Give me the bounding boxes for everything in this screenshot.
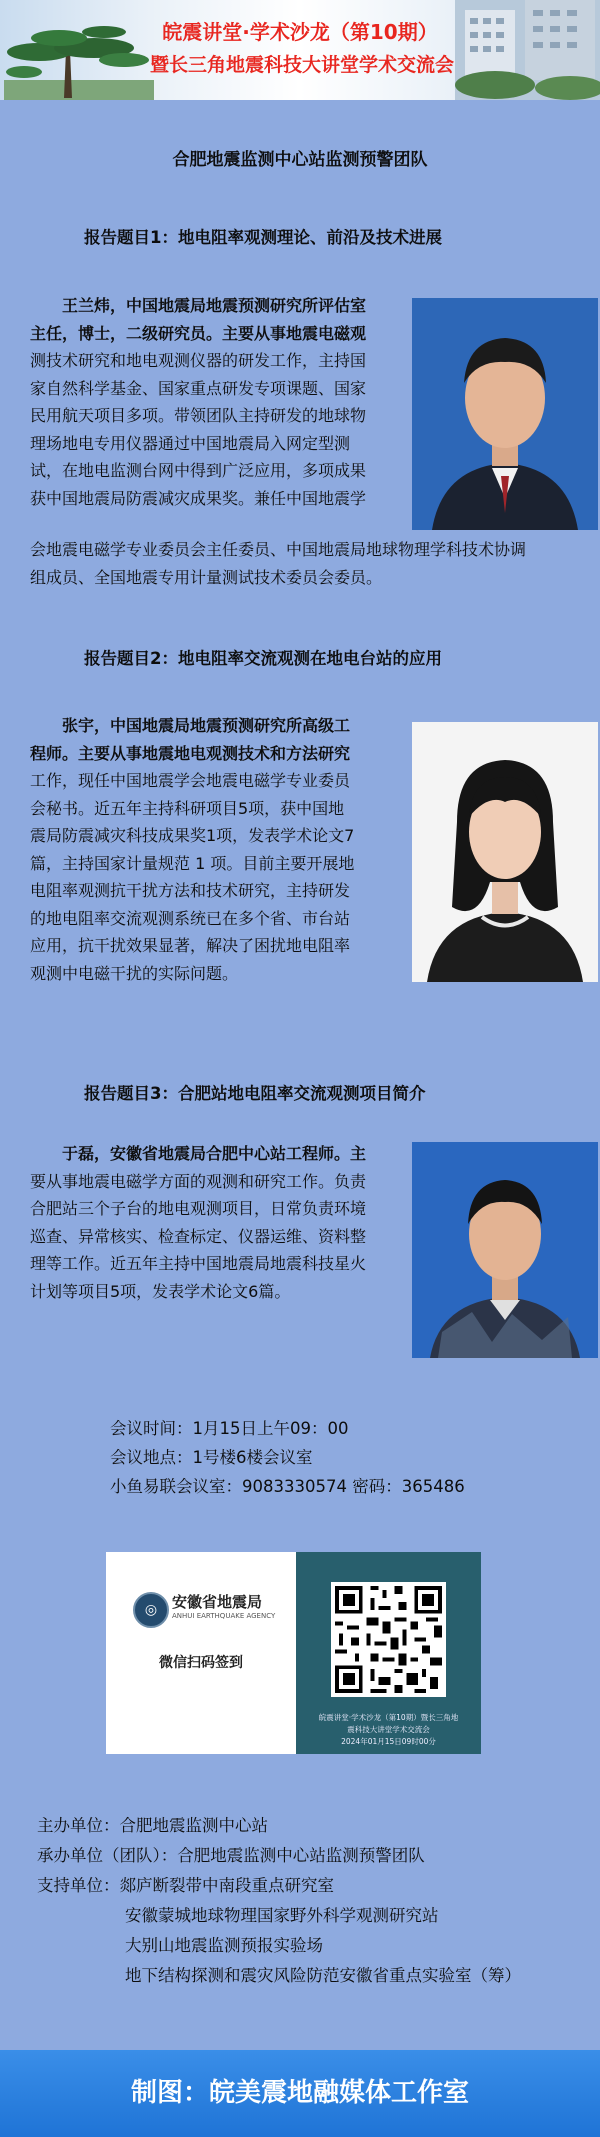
- support-unit-item: 地下结构探测和震灾风险防范安徽省重点实验室（筹）: [125, 1966, 521, 1985]
- report-2-topic: 报告题目2：地电阻率交流观测在地电台站的应用: [84, 649, 442, 668]
- banner-subtitle: 暨长三角地震科技大讲堂学术交流会: [150, 54, 455, 76]
- agency-emblem-icon: ◎: [133, 1592, 169, 1628]
- support-unit-item: 大别山地震监测预报实验场: [125, 1936, 323, 1955]
- banner-title: 皖震讲堂·学术沙龙（第10期）: [162, 20, 438, 44]
- speaker-3-photo: [412, 1142, 598, 1358]
- speaker-1-photo: [412, 298, 598, 530]
- speaker-3-name-line: 于磊，安徽省地震局合肥中心站工程师。主: [62, 1144, 367, 1163]
- bio-line: 的地电阻率交流观测系统已在多个省、市台站: [30, 908, 351, 928]
- qr-caption: 震科技大讲堂学术交流会: [347, 1725, 430, 1734]
- bio-line: 应用，抗干扰效果显著，解决了困扰地电阻率: [30, 936, 351, 955]
- bio-line: 试，在地电监测台网中得到广泛应用，多项成果: [30, 461, 367, 480]
- signin-label: 微信扫码签到: [159, 1655, 243, 1671]
- speaker-2-bio: [30, 712, 408, 987]
- bio-line: 理场地电专用仪器通过中国地震局入网定型测: [30, 433, 351, 453]
- footer-credit: 制图：皖美震地融媒体工作室: [130, 2078, 469, 2108]
- bio-line: 会秘书。近五年主持科研项目5项，获中国地: [30, 798, 345, 818]
- bio-line: 组成员、全国地震专用计量测试技术委员会委员。: [30, 567, 383, 587]
- meeting-time: 会议时间：1月15日上午09：00: [110, 1419, 349, 1438]
- footer-credit-bar: [0, 2050, 600, 2137]
- bio-line: 理等工作。近五年主持中国地震局地震科技星火: [30, 1254, 367, 1273]
- agency-name-en: ANHUI EARTHQUAKE AGENCY: [172, 1612, 276, 1620]
- bio-line: 会地震电磁学专业委员会主任委员、中国地震局地球物理学科技术协调: [30, 540, 527, 559]
- support-unit-item: 安徽蒙城地球物理国家野外科学观测研究站: [125, 1906, 439, 1925]
- bio-line: 民用航天项目多项。带领团队主持研发的地球物: [30, 406, 367, 425]
- signin-card: [106, 1552, 481, 1754]
- bio-line: 获中国地震局防震减灾成果奖。兼任中国地震学: [30, 488, 367, 508]
- report-1-topic: 报告题目1：地电阻率观测理论、前沿及技术进展: [84, 228, 442, 247]
- speaker-1-bio-b: [30, 536, 596, 591]
- qr-panel: [296, 1552, 481, 1754]
- agency-logo-panel: [106, 1552, 296, 1754]
- speaker-1-bio-a: [30, 292, 408, 512]
- meeting-online-room: 小鱼易联会议室：9083330574 密码：365486: [110, 1477, 465, 1496]
- team-title: 合肥地震监测中心站监测预警团队: [172, 150, 428, 170]
- bio-line: 合肥站三个子台的地电观测项目，日常负责环境: [30, 1199, 367, 1218]
- bio-line: 家自然科学基金、国家重点研发专项课题、国家: [30, 378, 367, 398]
- bio-line: 要从事地震电磁学方面的观测和研究工作。负责: [30, 1171, 367, 1191]
- report-3-topic: 报告题目3：合肥站地电阻率交流观测项目简介: [84, 1084, 426, 1103]
- bio-line: 篇，主持国家计量规范 1 项。目前主要开展地: [30, 853, 355, 873]
- bio-line: 主任，博士，二级研究员。主要从事地震电磁观: [30, 323, 367, 343]
- building-image: [455, 0, 600, 100]
- speaker-2-name-line: 张宇，中国地震局地震预测研究所高级工: [62, 716, 351, 735]
- bio-line: 巡查、异常核实、检查标定、仪器运维、资料整: [30, 1226, 367, 1246]
- signin-qr-code[interactable]: [331, 1582, 446, 1697]
- meeting-place: 会议地点：1号楼6楼会议室: [110, 1448, 313, 1467]
- header-banner: [0, 0, 600, 100]
- speaker-1-name-line: 王兰炜，中国地震局地震预测研究所评估室: [62, 296, 367, 315]
- bio-line: 工作，现任中国地震学会地震电磁学专业委员: [30, 771, 351, 790]
- bio-line: 测技术研究和地电观测仪器的研发工作，主持国: [30, 351, 367, 370]
- support-unit: 支持单位：郯庐断裂带中南段重点研究室: [37, 1876, 334, 1895]
- agency-name: 安徽省地震局: [172, 1593, 263, 1611]
- qr-caption-date: 2024年01月15日09时00分: [341, 1737, 436, 1746]
- bio-line: 观测中电磁干扰的实际问题。: [30, 963, 239, 983]
- pine-tree-image: [4, 10, 154, 100]
- speaker-3-bio: [30, 1140, 408, 1305]
- bio-line: 电阻率观测抗干扰方法和技术研究，主持研发: [30, 881, 351, 900]
- qr-caption: 皖震讲堂·学术沙龙（第10期）暨长三角地: [318, 1713, 459, 1722]
- speaker-2-photo: [412, 722, 598, 982]
- bio-line: 震局防震减灾科技成果奖1项，发表学术论文7: [30, 826, 355, 845]
- bio-line: 计划等项目5项，发表学术论文6篇。: [30, 1281, 291, 1301]
- bio-line: 程师。主要从事地震地电观测技术和方法研究: [30, 743, 351, 763]
- host-unit: 主办单位：合肥地震监测中心站: [37, 1816, 268, 1835]
- co-host-unit: 承办单位（团队）：合肥地震监测中心站监测预警团队: [37, 1846, 425, 1865]
